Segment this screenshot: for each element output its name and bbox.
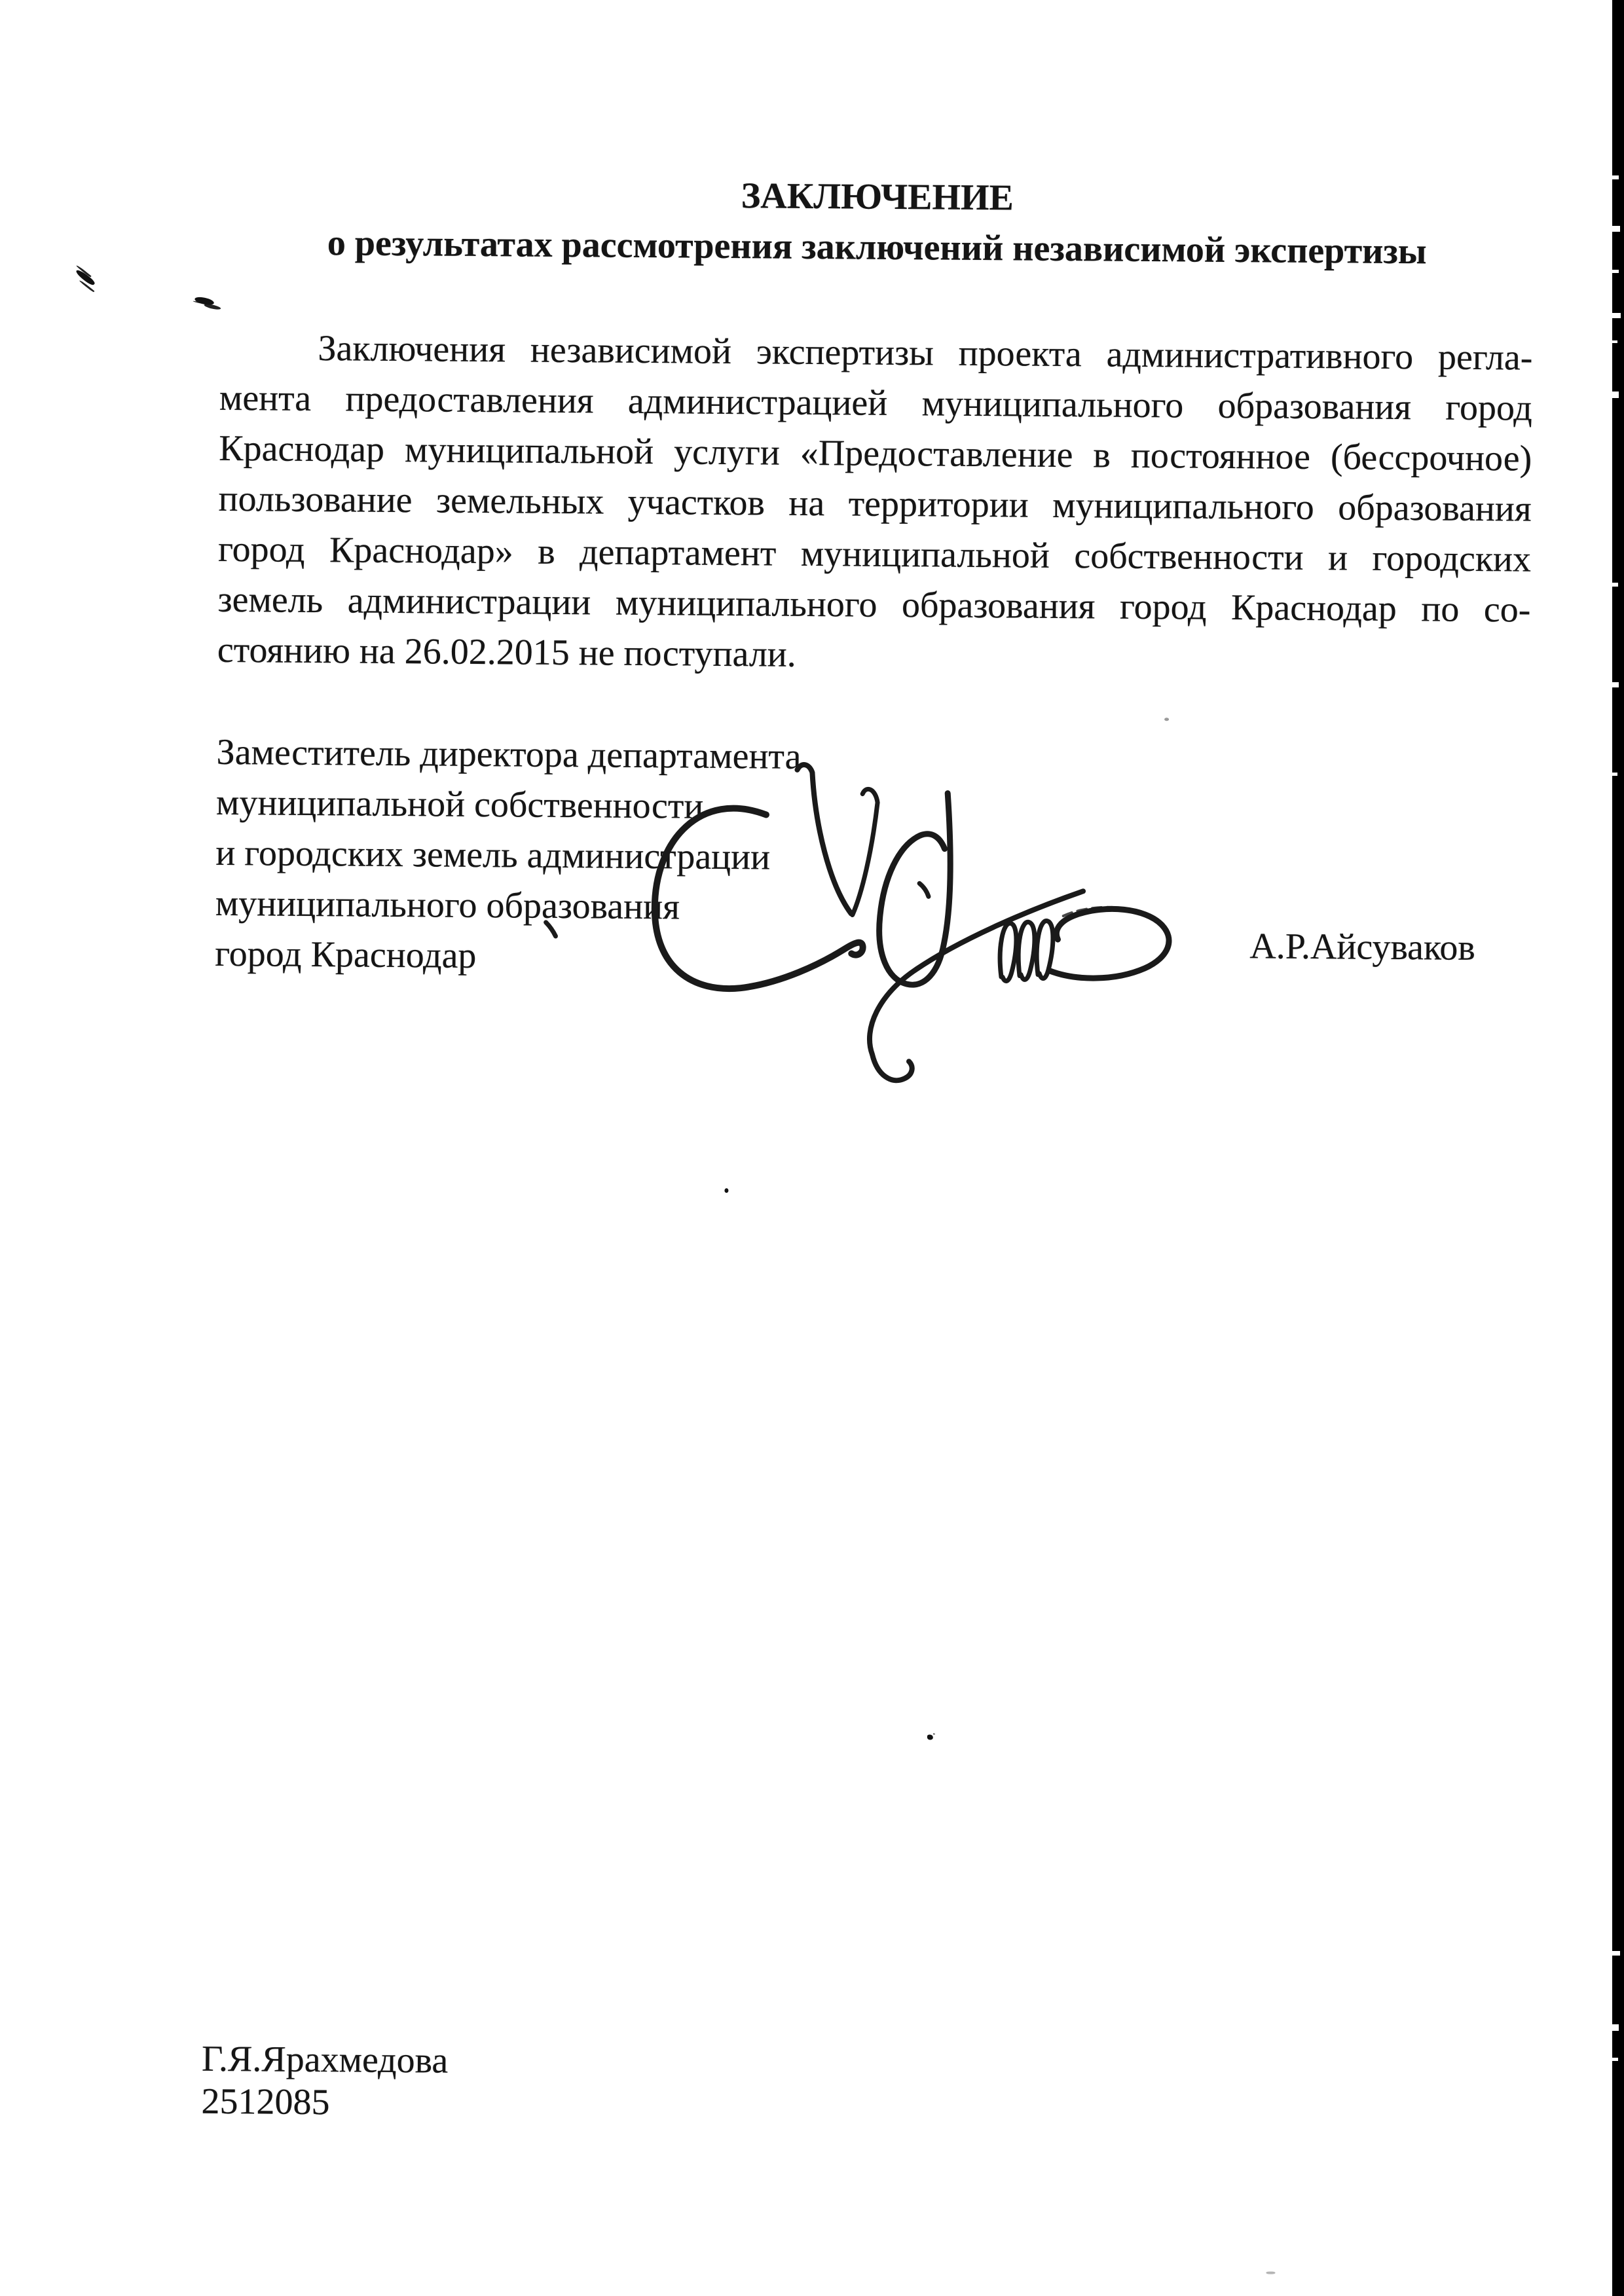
executor-name: Г.Я.Ярахмедова (201, 2038, 449, 2081)
body-line: город Краснодар» в департамент муниципальной собственности и городских (217, 528, 1532, 580)
signer-name: А.Р.Айсуваков (1249, 926, 1476, 968)
body-line: Заключения независимой экспертизы проекта административного регла- (318, 328, 1533, 378)
ink-speck (1266, 2272, 1275, 2274)
executor-number: 2512085 (201, 2081, 330, 2123)
scan-band-notch (1612, 682, 1619, 687)
scan-band-notch (1612, 313, 1621, 318)
position-line: Заместитель директора департамента (216, 731, 802, 777)
document-subtitle: о результатах рассмотрения заключений независимой экспертизы (327, 223, 1427, 272)
scan-band-notch (1612, 392, 1619, 398)
signature-stroke (1000, 923, 1016, 981)
ink-speck (1164, 718, 1169, 721)
ink-speck (927, 1734, 933, 1740)
position-line: муниципальной собственности (215, 782, 704, 827)
signature-position-block (215, 727, 937, 985)
body-line: стоянию на 26.02.2015 не поступали. (217, 629, 796, 675)
body-line: мента предоставления администрацией муниципального образования город (219, 377, 1533, 429)
body-line: земель администрации муниципального образования город Краснодар по со- (217, 579, 1531, 630)
scan-band-notch (1612, 1951, 1620, 1956)
body-paragraph (217, 323, 1533, 686)
document-header (220, 167, 1534, 278)
scan-band-notch (1612, 226, 1620, 232)
signature-stroke (1018, 922, 1035, 979)
scanner-edge-artifact (1612, 0, 1624, 2296)
scan-band-notch (1612, 270, 1619, 273)
scan-band-notch (1612, 2058, 1618, 2061)
scan-band-notch (1612, 773, 1617, 776)
signature-stroke (1050, 909, 1169, 979)
signature-stroke (1037, 920, 1053, 978)
position-line: муниципального образования (215, 883, 680, 928)
signature-stroke (1063, 907, 1156, 919)
position-line: город Краснодар (214, 933, 477, 976)
ink-speck (194, 296, 214, 306)
body-line: Краснодар муниципальной услуги «Предоставление в постоянное (бессрочное) (219, 428, 1532, 479)
ink-speck (75, 268, 96, 287)
ink-speck (724, 1188, 728, 1193)
scan-band-notch (1612, 583, 1618, 587)
scan-band-notch (1612, 2024, 1619, 2031)
position-line: и городских земель администрации (215, 832, 771, 878)
scan-band-notch (1612, 175, 1619, 179)
document-title: ЗАКЛЮЧЕНИЕ (741, 175, 1014, 219)
executor-block (201, 2038, 448, 2125)
body-line: пользование земельных участков на территории муниципального образования (218, 478, 1532, 530)
scan-band-notch (1612, 340, 1617, 343)
